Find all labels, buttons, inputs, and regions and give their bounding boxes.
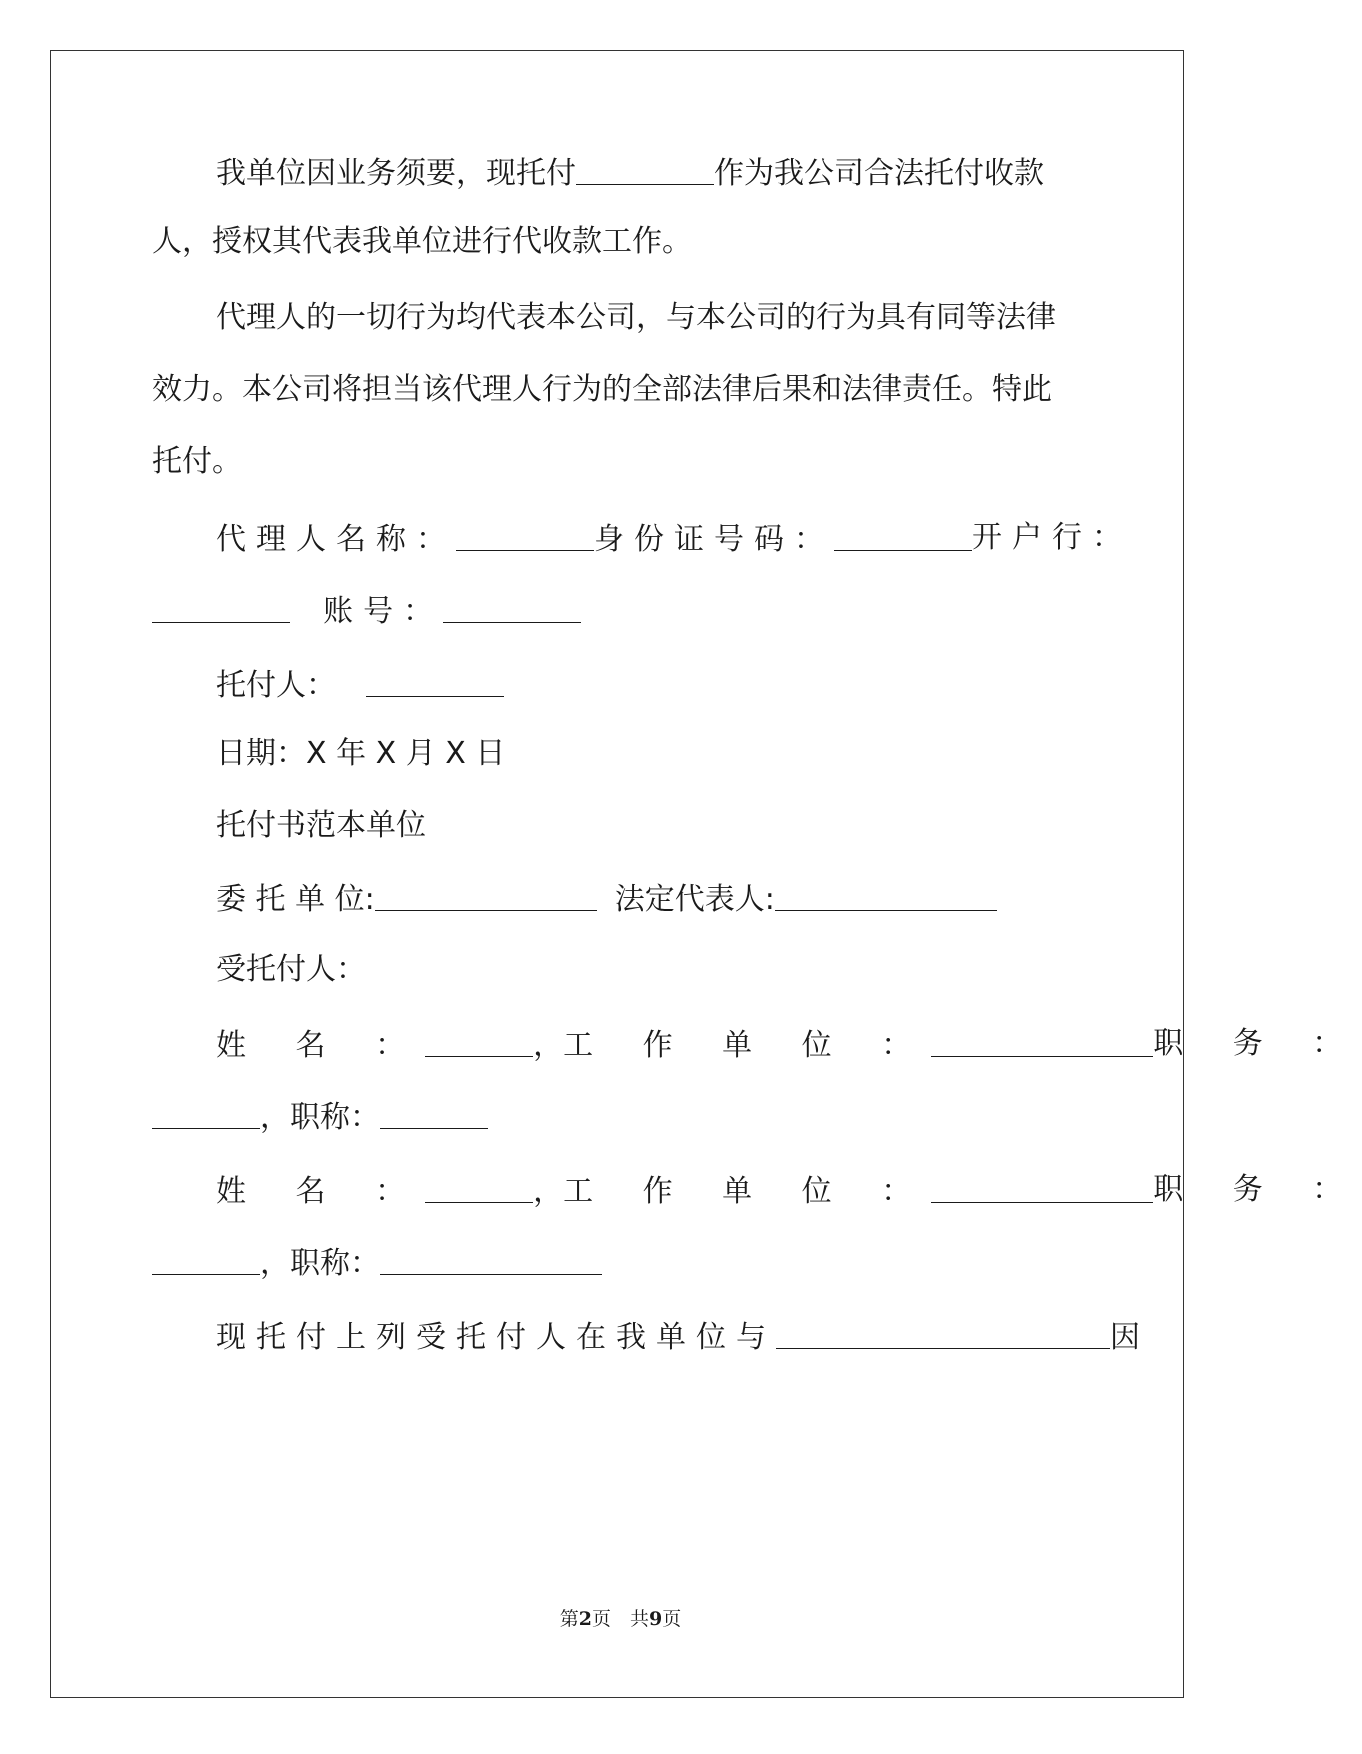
section-title: 托付书范本单位 [216,808,426,843]
principal-blank [366,666,504,697]
legal-rep-label: 法定代表人: [614,882,775,917]
trustee-2-title-row [152,1242,602,1284]
current-page-number: 2 [578,1608,592,1630]
bank-label: 开户行： [972,520,1132,555]
agent-info-row [216,518,1132,560]
date-line: 日期：X 年 X 月 X 日 [216,736,506,771]
account-blank [443,592,581,623]
trustee-1-title-row [152,1096,488,1138]
trustee-1-name-field [216,1024,563,1066]
id-number-label: 身份证号码： [594,522,834,557]
account-row [152,590,581,632]
footer-prefix: 第 [559,1608,579,1630]
principal-row [216,664,504,706]
principal-label: 托付人： [216,668,336,703]
trustee-name-label: 姓 名 ： [216,1028,426,1063]
entrusting-unit-row [216,878,997,920]
trustee-2-work-unit-field [563,1170,1153,1212]
title-label: ，职称： [260,1246,380,1281]
paragraph-2-line-3: 托付。 [152,444,242,479]
legal-rep-blank [775,880,997,911]
work-unit-label: 工 作 单 位 ： [563,1028,932,1063]
account-label: 账号： [323,594,444,629]
comma: ， [533,1028,564,1063]
position-blank [152,1098,260,1129]
page-footer [0,1604,1241,1631]
paragraph-2-line-1: 代理人的一切行为均代表本公司，与本公司的行为具有同等法律 [216,300,1056,335]
work-unit-label: 工 作 单 位 ： [563,1174,932,1209]
total-page-number: 9 [649,1608,663,1630]
final-text: 现托付上列受托付人在我单位与 [216,1320,776,1355]
agent-name-field [216,518,594,560]
comma: ， [533,1174,564,1209]
paragraph-1-line-2: 人，授权其代表我单位进行代收款工作。 [152,224,692,259]
entrusting-unit-label: 委 托 单 位: [216,882,375,917]
trustee-2-name-field [216,1170,563,1212]
trustee-name-blank [425,1026,533,1057]
trustee-1-work-unit-field [563,1024,1153,1066]
work-unit-blank [931,1172,1153,1203]
counterparty-blank [776,1318,1110,1349]
trustee-name-label: 姓 名 ： [216,1174,426,1209]
final-text-end: 因 [1110,1320,1140,1355]
paragraph-1-line-1 [216,152,1044,194]
work-unit-blank [931,1026,1153,1057]
trustee-2-row [216,1170,1362,1212]
position-label: 职 务 ： [1153,1026,1362,1061]
id-number-blank [834,520,972,551]
paragraph-text: 作为我公司合法托付收款 [714,156,1044,191]
id-number-field [594,518,972,560]
paragraph-text: 我单位因业务须要，现托付 [216,156,576,191]
trustee-heading: 受托付人： [216,952,366,987]
trustee-1-row [216,1024,1362,1066]
bank-blank [152,592,290,623]
entrusting-unit-blank [375,880,597,911]
title-label: ，职称： [260,1100,380,1135]
position-blank [152,1244,260,1275]
footer-mid: 页 共 [591,1608,649,1630]
title-blank [380,1244,602,1275]
footer-suffix: 页 [662,1608,682,1630]
trustee-name-blank [425,1172,533,1203]
title-blank [380,1098,488,1129]
blank-agent-name [576,154,714,185]
paragraph-2-line-2: 效力。本公司将担当该代理人行为的全部法律后果和法律责任。特此 [152,372,1052,407]
position-label: 职 务 ： [1153,1172,1362,1207]
final-paragraph-line [216,1316,1140,1358]
agent-name-blank [456,520,594,551]
agent-name-label: 代理人名称： [216,522,456,557]
